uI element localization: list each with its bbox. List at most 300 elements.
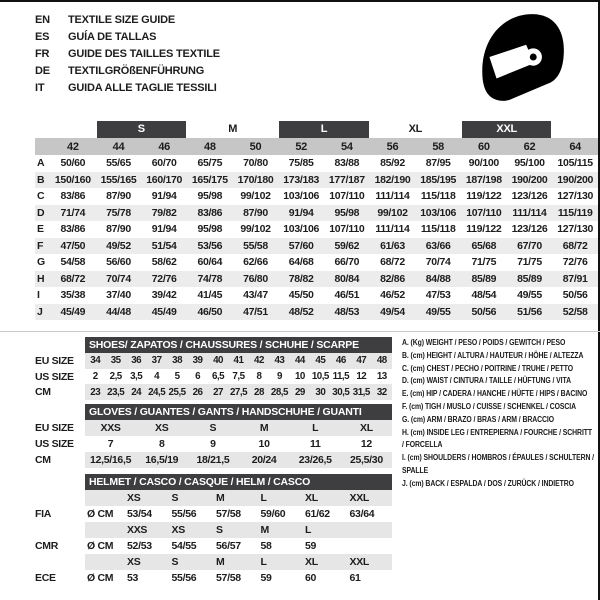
size-value: 59: [260, 572, 272, 584]
size-value: 9: [210, 438, 216, 450]
size-label: XL: [305, 556, 318, 568]
guide-title: GUÍA DE TALLAS: [68, 30, 157, 43]
measure-value: 45/49: [60, 305, 86, 318]
gloves-table-title: GLOVES / GUANTES / GANTS / HANDSCHUHE / GUANTI: [85, 404, 392, 420]
measure-letter: C: [37, 190, 45, 203]
size-value: 29: [294, 386, 305, 398]
size-value: 45: [315, 355, 326, 367]
size-number-row: [35, 138, 598, 155]
size-label: M: [260, 524, 269, 536]
measure-value: 83/86: [197, 206, 223, 219]
measure-value: 99/102: [377, 206, 408, 219]
size-value: 18/21,5: [196, 454, 230, 466]
measure-value: 185/195: [420, 173, 457, 186]
size-number: 48: [204, 140, 216, 153]
helmet-value-row: [85, 506, 392, 522]
size-number: 58: [432, 140, 444, 153]
size-value: 41: [233, 355, 244, 367]
size-value: 6,5: [211, 371, 225, 383]
size-label: XS: [127, 492, 141, 504]
legend-item: H. (cm) INSIDE LEG / ENTREPIERNA / FOURCHE / SCHRITT / FORCELLA: [402, 426, 593, 450]
measure-value: 91/94: [151, 190, 177, 203]
legend-item: C. (cm) CHEST / PECHO / POITRINE / TRUHE / PETTO: [402, 362, 573, 373]
measure-value: 170/180: [237, 173, 274, 186]
measure-value: 48/53: [334, 305, 360, 318]
measure-value: 44/48: [106, 305, 131, 318]
measure-letter: G: [37, 256, 45, 269]
measure-value: 83/86: [60, 190, 86, 203]
size-value: 30,5: [332, 386, 350, 398]
size-value: M: [259, 422, 269, 434]
size-value: 26: [192, 386, 203, 398]
measure-value: 177/187: [328, 173, 365, 186]
measure-value: 47/53: [425, 289, 451, 302]
helmet-table-title: HELMET / CASCO / CASQUE / HELM / CASCO: [85, 474, 392, 490]
measure-value: 59/62: [334, 239, 360, 252]
size-value: 48: [376, 355, 387, 367]
size-value: 53/54: [127, 508, 152, 520]
standard-label: CMR: [35, 540, 59, 552]
size-value: 2,5: [109, 371, 122, 383]
size-value: 28: [254, 386, 264, 398]
size-group-label: L: [279, 121, 368, 138]
measure-value: 85/89: [517, 272, 542, 285]
measure-value: 54/58: [60, 256, 86, 269]
size-label: M: [216, 556, 225, 568]
measure-value: 57/60: [288, 239, 314, 252]
measure-value: 90/100: [468, 157, 499, 170]
size-value: 25,5: [168, 386, 186, 398]
measure-value: 150/160: [54, 173, 91, 186]
measure-value: 67/70: [517, 239, 542, 252]
size-label: XXL: [349, 492, 370, 504]
measure-value: 39/42: [151, 289, 177, 302]
size-value: 47: [356, 355, 367, 367]
language-row: [35, 11, 220, 28]
size-value: 54/55: [171, 540, 197, 552]
standard-label: ECE: [35, 572, 56, 584]
size-value: 52/53: [127, 540, 152, 552]
size-value: XL: [360, 422, 373, 434]
table-row: [85, 436, 392, 452]
row-label: EU SIZE: [35, 422, 74, 434]
legend-item: G. (cm) ARM / BRAZO / BRAS / ARM / BRACCIO: [402, 413, 554, 424]
measure-value: 87/90: [106, 190, 131, 203]
size-value: 24,5: [148, 386, 166, 398]
measure-letter: F: [37, 239, 44, 252]
size-label: L: [260, 556, 267, 568]
size-value: XS: [155, 422, 169, 434]
measure-value: 70/74: [106, 272, 131, 285]
size-value: 3,5: [130, 371, 143, 383]
measure-value: 87/90: [106, 223, 131, 236]
measure-letter: I: [37, 289, 40, 302]
measure-value: 45/49: [151, 305, 177, 318]
measure-value: 48/54: [471, 289, 497, 302]
measure-value: 46/50: [197, 305, 223, 318]
size-value: 8: [158, 438, 165, 450]
measure-value: 58/62: [151, 256, 177, 269]
row-label: EU SIZE: [35, 354, 74, 367]
size-group-row: [35, 121, 598, 138]
measure-value: 87/95: [425, 157, 451, 170]
diameter-unit-label: Ø CM: [87, 508, 114, 520]
legend-item: A. (Kg) WEIGHT / PESO / POIDS / GEWITCH / PESO: [402, 337, 566, 347]
measure-value: 111/114: [375, 223, 410, 236]
measure-value: 62/66: [243, 256, 268, 269]
measure-value: 71/74: [60, 206, 86, 219]
size-label: L: [260, 492, 267, 504]
measure-value: 155/165: [100, 173, 137, 186]
measure-value: 82/86: [380, 272, 405, 285]
size-value: 30: [315, 386, 326, 398]
measure-value: 76/80: [243, 272, 268, 285]
size-value: 56/57: [216, 540, 241, 552]
size-value: 20/24: [251, 454, 277, 466]
helmet-value-row: [85, 570, 392, 586]
measure-value: 56/60: [106, 256, 131, 269]
size-value: 23: [90, 386, 101, 398]
measure-value: 50/56: [471, 305, 497, 318]
measure-value: 107/110: [329, 223, 365, 236]
size-group-label: XXL: [462, 121, 551, 138]
measure-value: 115/118: [420, 223, 456, 236]
measure-value: 55/58: [243, 239, 268, 252]
measure-value: 50/56: [562, 289, 588, 302]
measure-value: 48/52: [288, 305, 314, 318]
diameter-unit-label: Ø CM: [87, 540, 114, 552]
size-group-label: M: [228, 123, 238, 135]
row-label: CM: [35, 454, 51, 466]
helmet-size-row: [85, 490, 392, 506]
measure-value: 95/98: [197, 223, 223, 236]
size-number: 56: [386, 140, 399, 153]
size-value: 59: [305, 540, 317, 552]
legend-item: F. (cm) TIGH / MUSLO / CUISSE / SCHENKEL / COSCIA: [402, 400, 576, 411]
guide-title: TEXTILE SIZE GUIDE: [68, 13, 176, 26]
size-value: 61/62: [305, 508, 330, 520]
size-number: 46: [158, 140, 170, 153]
measure-value: 165/175: [191, 173, 228, 186]
size-value: 2: [92, 371, 98, 383]
language-row: [35, 62, 220, 79]
measure-value: 107/110: [466, 206, 502, 219]
measure-letter: H: [37, 272, 45, 285]
legend-item: E. (cm) HIP / CADERA / HANCHE / HÜFTE / HIPS / BACINO: [402, 388, 588, 399]
helmet-value-row: [85, 538, 392, 554]
language-code: IT: [35, 81, 45, 94]
size-value: S: [209, 422, 217, 434]
measure-value: 45/50: [288, 289, 314, 302]
measure-value: 53/56: [197, 239, 223, 252]
guide-title: GUIDA ALLE TAGLIE TESSILI: [68, 81, 217, 94]
measure-value: 60/64: [197, 256, 223, 269]
measure-value: 68/72: [562, 239, 588, 252]
measure-value: 119/122: [466, 223, 502, 236]
language-code: FR: [35, 47, 50, 60]
measure-value: 99/102: [240, 223, 271, 236]
size-label: S: [171, 556, 179, 568]
measure-letter: E: [37, 223, 44, 236]
size-value: XXS: [100, 422, 121, 434]
table-row: [35, 205, 598, 222]
row-label-spacer: [35, 554, 85, 570]
size-value: 10,5: [311, 371, 329, 383]
size-value: 13: [376, 371, 387, 383]
measure-value: 68/72: [380, 256, 405, 269]
measure-value: 51/56: [517, 305, 542, 318]
row-label-spacer: [35, 522, 85, 538]
table-row: [85, 452, 392, 468]
language-code: EN: [35, 13, 50, 26]
table-row: [35, 271, 598, 288]
measure-value: 55/65: [106, 157, 131, 170]
size-label: XXL: [349, 556, 370, 568]
shoes-size-table: [35, 337, 392, 400]
measure-value: 115/118: [420, 190, 456, 203]
measure-value: 74/78: [197, 272, 223, 285]
guide-title: GUIDE DES TAILLES TEXTILE: [68, 47, 220, 60]
measure-value: 60/70: [151, 157, 177, 170]
size-number: 62: [523, 140, 536, 153]
measure-value: 68/72: [60, 272, 86, 285]
size-label: XS: [171, 524, 185, 536]
size-value: 55/56: [171, 508, 197, 520]
measure-value: 85/89: [471, 272, 497, 285]
measure-value: 71/75: [517, 256, 542, 269]
size-value: 37: [151, 355, 162, 367]
size-label: XL: [305, 492, 318, 504]
language-row: [35, 79, 220, 96]
measure-value: 46/52: [380, 289, 405, 302]
measure-value: 52/58: [562, 305, 588, 318]
legend-item: B. (cm) HEIGHT / ALTURA / HAUTEUR / HÖHE / ALTEZZA: [402, 349, 584, 360]
measure-value: 72/76: [562, 256, 588, 269]
size-value: 63/64: [349, 508, 375, 520]
measure-value: 123/126: [511, 190, 548, 203]
measure-value: 103/106: [420, 206, 457, 219]
size-number: 64: [569, 140, 581, 153]
size-value: 38: [172, 355, 183, 367]
table-row: [85, 369, 392, 385]
measure-value: 85/92: [380, 157, 405, 170]
size-number: 44: [112, 140, 125, 153]
size-value: 24: [131, 386, 142, 398]
helmet-size-row: [85, 522, 392, 538]
size-group-label: S: [97, 121, 186, 138]
table-row: [35, 172, 598, 189]
measure-value: 127/130: [557, 190, 594, 203]
measure-letter: D: [37, 206, 45, 219]
language-title-list: [35, 11, 220, 96]
size-value: 53: [127, 572, 139, 584]
measure-value: 190/200: [557, 173, 594, 186]
size-value: 12: [356, 371, 367, 383]
size-value: 7: [107, 438, 114, 450]
legend-item: I. (cm) SHOULDERS / HOMBROS / ÉPAULES / SCHULTERN / SPALLE: [402, 452, 594, 475]
size-value: 42: [254, 355, 264, 367]
measure-value: 105/115: [557, 157, 593, 170]
size-value: 59/60: [260, 508, 286, 520]
measure-value: 35/38: [60, 289, 86, 302]
measure-value: 51/54: [151, 239, 177, 252]
row-label: CM: [35, 386, 51, 399]
measure-value: 47/50: [60, 239, 86, 252]
table-row: [35, 304, 598, 321]
table-row: [85, 384, 392, 400]
section-divider-line: [0, 331, 600, 332]
table-row: [85, 420, 392, 436]
size-value: 32: [376, 386, 387, 398]
size-value: 43: [274, 355, 285, 367]
measure-value: 91/94: [151, 223, 177, 236]
size-number: 54: [341, 140, 353, 153]
helmet-size-table: [35, 474, 392, 586]
measure-value: 87/91: [562, 272, 588, 285]
measure-value: 65/68: [471, 239, 497, 252]
measure-value: 47/51: [243, 305, 268, 318]
size-value: 16,5/19: [145, 454, 179, 466]
measure-value: 99/102: [240, 190, 271, 203]
size-number: 42: [67, 140, 79, 153]
size-value: 27,5: [229, 386, 248, 398]
measure-value: 65/75: [197, 157, 223, 170]
table-row: [35, 238, 598, 255]
size-value: 4: [154, 371, 160, 383]
helmet-size-row: [85, 554, 392, 570]
measure-value: 127/130: [557, 223, 594, 236]
measure-letter: A: [37, 157, 45, 170]
size-label: M: [216, 492, 225, 504]
size-value: 10: [294, 371, 305, 383]
language-code: ES: [35, 30, 50, 43]
size-value: 23,5: [107, 386, 125, 398]
standard-label: FIA: [35, 508, 52, 520]
size-value: 58: [260, 540, 272, 552]
measure-value: 83/88: [334, 157, 360, 170]
size-number: 52: [295, 140, 307, 153]
gloves-size-table: [35, 404, 392, 468]
measure-value: 66/70: [334, 256, 360, 269]
top-border-line: [0, 0, 600, 2]
table-row: [35, 155, 598, 172]
measure-value: 173/183: [283, 173, 320, 186]
size-value: 23/26,5: [298, 454, 332, 466]
measure-value: 75/85: [288, 157, 314, 170]
language-row: [35, 28, 220, 45]
measure-value: 115/119: [557, 206, 593, 219]
size-label: XXS: [127, 524, 148, 536]
size-value: 34: [90, 355, 101, 367]
size-value: 27: [213, 386, 223, 398]
textile-size-table: [35, 121, 598, 320]
measure-value: 46/51: [334, 289, 360, 302]
size-value: 61: [349, 572, 361, 584]
size-value: 8: [256, 371, 262, 383]
shoes-table-title: SHOES/ ZAPATOS / CHAUSSURES / SCHUHE / SCARPE: [85, 337, 392, 353]
measure-value: 103/106: [283, 190, 320, 203]
size-label: L: [305, 524, 312, 536]
measure-value: 103/106: [283, 223, 320, 236]
size-value: 57/58: [216, 508, 241, 520]
measure-value: 95/100: [514, 157, 545, 170]
size-value: 57/58: [216, 572, 241, 584]
size-value: 12: [360, 438, 372, 450]
size-label: S: [171, 492, 179, 504]
size-value: 6: [195, 371, 201, 383]
measure-value: 119/122: [466, 190, 502, 203]
measure-value: 70/74: [425, 256, 451, 269]
table-row: [35, 254, 598, 271]
measure-letter: J: [37, 305, 43, 318]
measure-value: 63/66: [425, 239, 451, 252]
measure-value: 41/45: [197, 289, 223, 302]
table-row: [85, 353, 392, 369]
measure-value: 49/52: [106, 239, 131, 252]
measure-value: 111/114: [512, 206, 547, 219]
size-value: 5: [174, 371, 180, 383]
measure-value: 80/84: [334, 272, 360, 285]
size-value: 46: [335, 355, 346, 367]
size-value: 25,5/30: [349, 454, 383, 466]
measure-value: 111/114: [375, 190, 410, 203]
measure-value: 43/47: [243, 289, 268, 302]
row-label-spacer: [35, 490, 85, 506]
size-value: 39: [192, 355, 203, 367]
measure-value: 91/94: [288, 206, 314, 219]
measure-value: 182/190: [374, 173, 411, 186]
measure-value: 84/88: [425, 272, 451, 285]
language-row: [35, 45, 220, 62]
size-label: S: [216, 524, 223, 536]
measure-value: 87/90: [243, 206, 268, 219]
table-row: [35, 188, 598, 205]
measure-value: 71/75: [471, 256, 497, 269]
measure-value: 83/86: [60, 223, 86, 236]
size-value: 35: [110, 355, 121, 367]
size-value: 40: [213, 355, 223, 367]
size-value: 11: [309, 438, 321, 450]
row-label: US SIZE: [35, 438, 74, 450]
size-group-label: XL: [408, 123, 423, 135]
measure-value: 160/170: [146, 173, 183, 186]
measure-value: 72/76: [151, 272, 177, 285]
row-label: US SIZE: [35, 370, 74, 383]
measure-value: 61/63: [380, 239, 405, 252]
table-row: [35, 287, 598, 304]
measure-value: 75/78: [106, 206, 131, 219]
measure-value: 107/110: [329, 190, 365, 203]
racing-helmet-icon: [466, 5, 574, 107]
size-number: 60: [478, 140, 490, 153]
size-label: XS: [127, 556, 141, 568]
measure-value: 49/54: [380, 305, 405, 318]
measure-value: 123/126: [511, 223, 548, 236]
size-value: 7,5: [232, 371, 245, 383]
measure-value: 187/198: [465, 173, 502, 186]
size-value: 36: [131, 355, 142, 367]
size-value: 44: [294, 355, 305, 367]
guide-title: TEXTILGRÖßENFÜHRUNG: [68, 64, 205, 77]
size-value: 31,5: [352, 386, 370, 398]
size-value: 11,5: [332, 371, 350, 383]
measure-value: 78/82: [288, 272, 314, 285]
language-code: DE: [35, 64, 50, 77]
measure-value: 50/60: [60, 157, 86, 170]
size-value: 10: [258, 438, 270, 450]
measure-value: 190/200: [511, 173, 548, 186]
size-value: 12,5/16,5: [90, 454, 132, 466]
